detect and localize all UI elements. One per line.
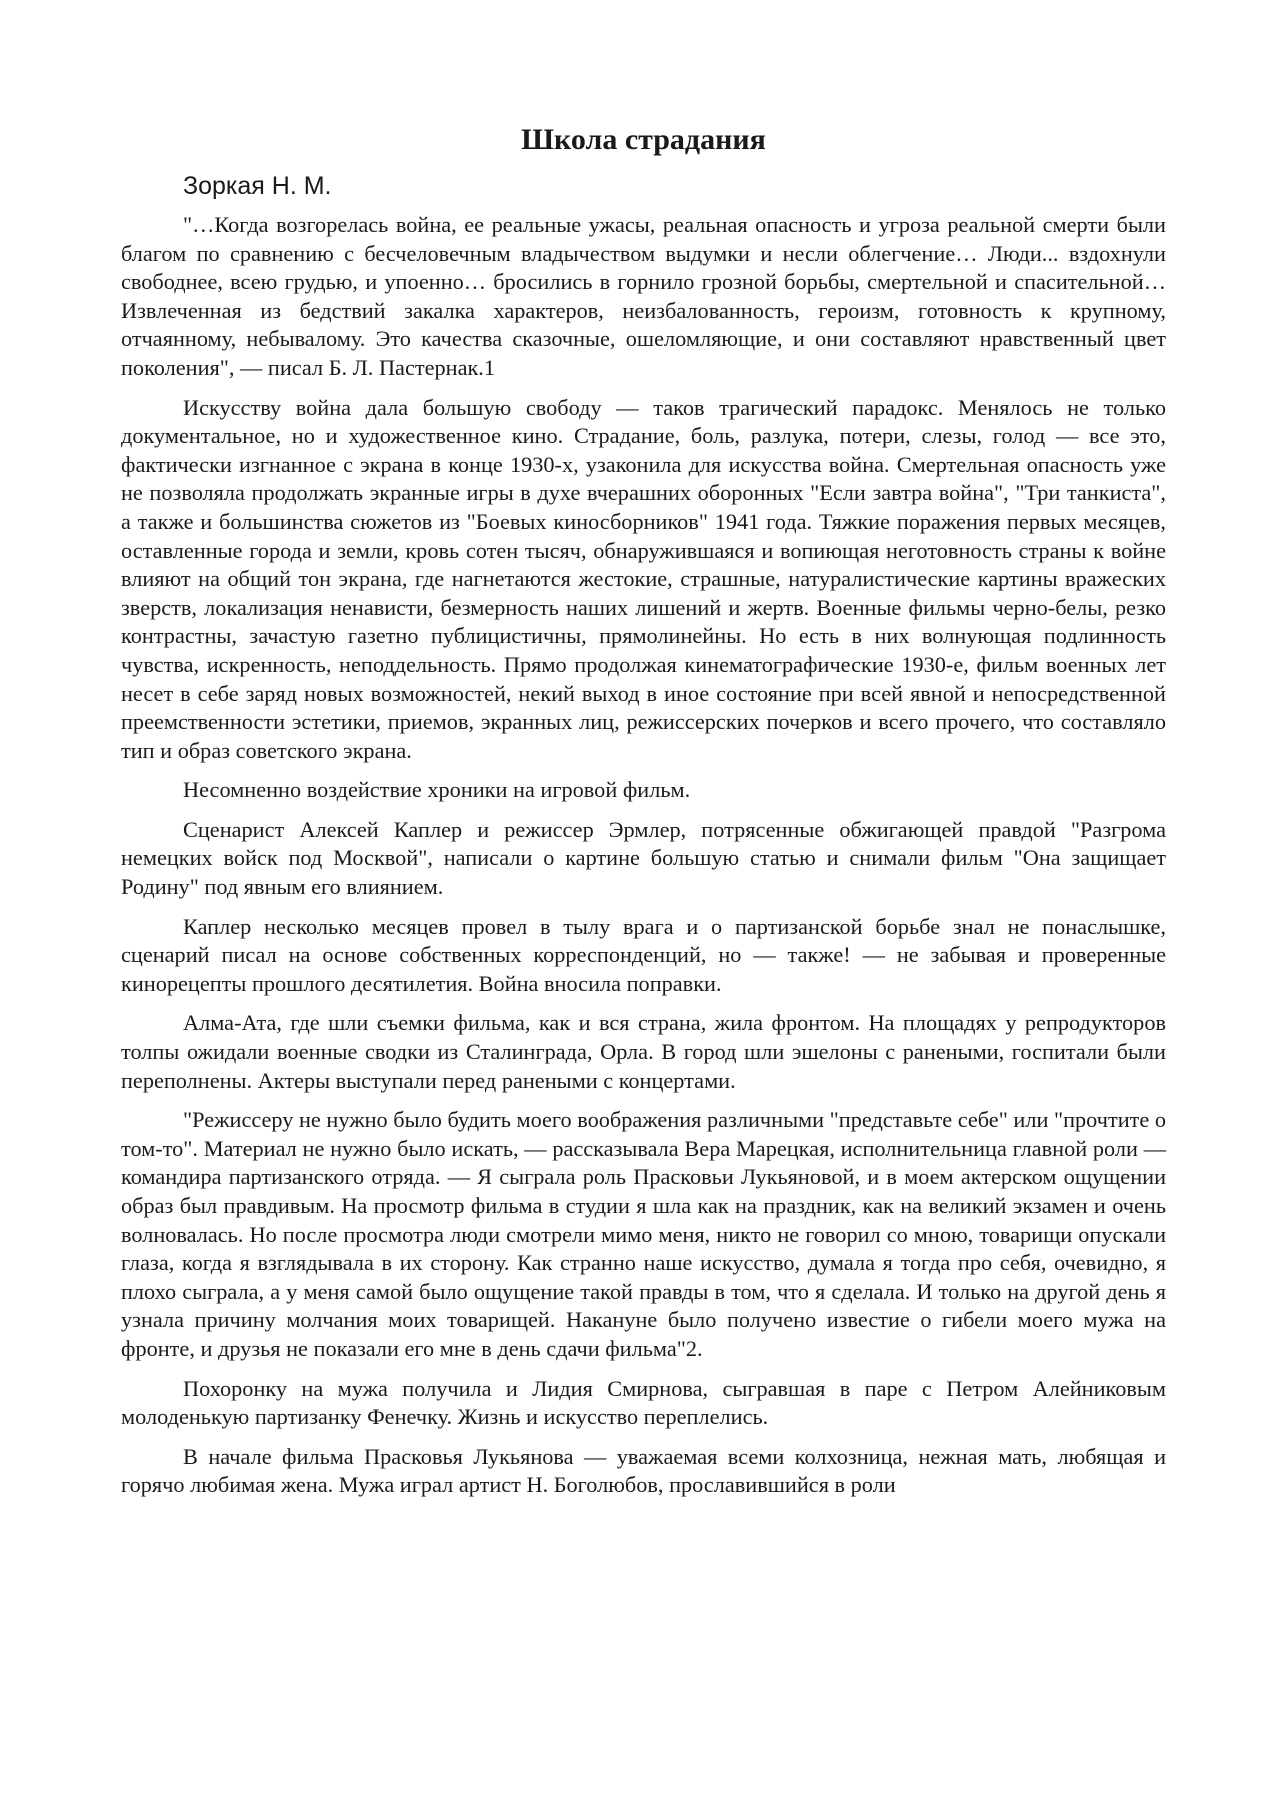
paragraph-alma-ata: Алма-Ата, где шли съемки фильма, как и вся страна, жила фронтом. На площадях у репродукторов толпы ожидали военные сводки из Сталинграда, Орла. В город шли эшелоны с ранеными, госпитали были переполнены. Актеры выступали перед ранеными с концертами.	[121, 1010, 1166, 1093]
paragraph-war-freedom: Искусству война дала большую свободу — таков трагический парадокс. Менялось не только документальное, но и художественное кино. Страдание, боль, разлука, потери, слезы, голод — все это, фактически изгнанное с экрана в конце 1930-х, узаконила для искусства война. Смертельная опасность уже не позволяла продолжать экранные игры в духе вчерашних оборонных "Если завтра война", "Три танкиста", а также и большинства сюжетов из "Боевых киносборников" 1941 года. Тяжкие поражения первых месяцев, оставленные города и земли, кровь сотен тысяч, обнаружившаяся и вопиющая неготовность страны к войне влияют на общий тон экрана, где нагнетаются жестокие, страшные, натуралистические картины вражеских зверств, локализация ненависти, безмерность наших лишений и жертв. Военные фильмы черно-белы, резко контрастны, зачастую газетно публицистичны, прямолинейны. Но есть в них волнующая подлинность чувства, искренность, неподдельность. Прямо продолжая кинематографические 1930-е, фильм военных лет несет в себе заряд новых возможностей, некий выход в иное состояние при всей явной и непосредственной преемственности эстетики, приемов, экранных лиц, режиссерских почерков и всего прочего, что составляло тип и образ советского экрана.	[121, 394, 1166, 763]
paragraph-pasternak-quote: "…Когда возгорелась война, ее реальные ужасы, реальная опасность и угроза реальной смерти были благом по сравнению с бесчеловечным владычеством выдумки и несли облегчение… Люди... вздохнули свободнее, всею грудью, и упоенно… бросились в горнило грозной борьбы, смертельной и спасительной… Извлеченная из бедствий закалка характеров, неизбалованность, героизм, готовность к крупному, отчаянному, небывалому. Это качества сказочные, ошеломляющие, и они составляют нравственный цвет поколения", — писал Б. Л. Пастернак.1	[121, 212, 1166, 380]
paragraph-kapler-ermler: Сценарист Алексей Каплер и режиссер Эрмлер, потрясенные обжигающей правдой "Разгрома немецких войск под Москвой", написали о картине большую статью и снимали фильм "Она защищает Родину" под явным его влиянием.	[121, 816, 1166, 900]
paragraph-smirnova: Похоронку на мужа получила и Лидия Смирнова, сыгравшая в паре с Петром Алейниковым молоденькую партизанку Фенечку. Жизнь и искусство переплелись.	[121, 1375, 1166, 1430]
paragraph-film-opening: В начале фильма Прасковья Лукьянова — уважаемая всеми колхозница, нежная мать, любящая и горячо любимая жена. Мужа играл артист Н. Боголюбов, прославившийся в роли	[121, 1443, 1166, 1498]
paragraph-kapler-behind-lines: Каплер несколько месяцев провел в тылу врага и о партизанской борьбе знал не понаслышке, сценарий писал на основе собственных корреспонденций, но — также! — не забывая и проверенные кинорецепты прошлого десятилетия. Война вносила поправки.	[121, 913, 1166, 996]
document-author: Зоркая Н. М.	[183, 172, 332, 200]
document-title: Школа страдания	[521, 123, 766, 156]
paragraph-maretskaya-quote: "Режиссеру не нужно было будить моего воображения различными "представьте себе" или "прочтите о том-то". Материал не нужно было искать, — рассказывала Вера Марецкая, исполнительница главной роли — командира партизанского отряда. — Я сыграла роль Прасковьи Лукьяновой, и в моем актерском ощущении образ был правдивым. На просмотр фильма в студии я шла как на праздник, как на великий экзамен и очень волновалась. Но после просмотра люди смотрели мимо меня, никто не говорил со мною, товарищи опускали глаза, когда я взглядывала в их сторону. Как странно наше искусство, думала я тогда про себя, очевидно, я плохо сыграла, а у меня самой было ощущение такой правды в том, что я сделала. И только на другой день я узнала причину молчания моих товарищей. Накануне было получено известие о гибели моего мужа на фронте, и друзья не показали его мне в день сдачи фильма"2.	[121, 1107, 1166, 1361]
paragraph-chronicle-influence: Несомненно воздействие хроники на игровой фильм.	[183, 777, 691, 803]
document-body	[121, 122, 1166, 1511]
